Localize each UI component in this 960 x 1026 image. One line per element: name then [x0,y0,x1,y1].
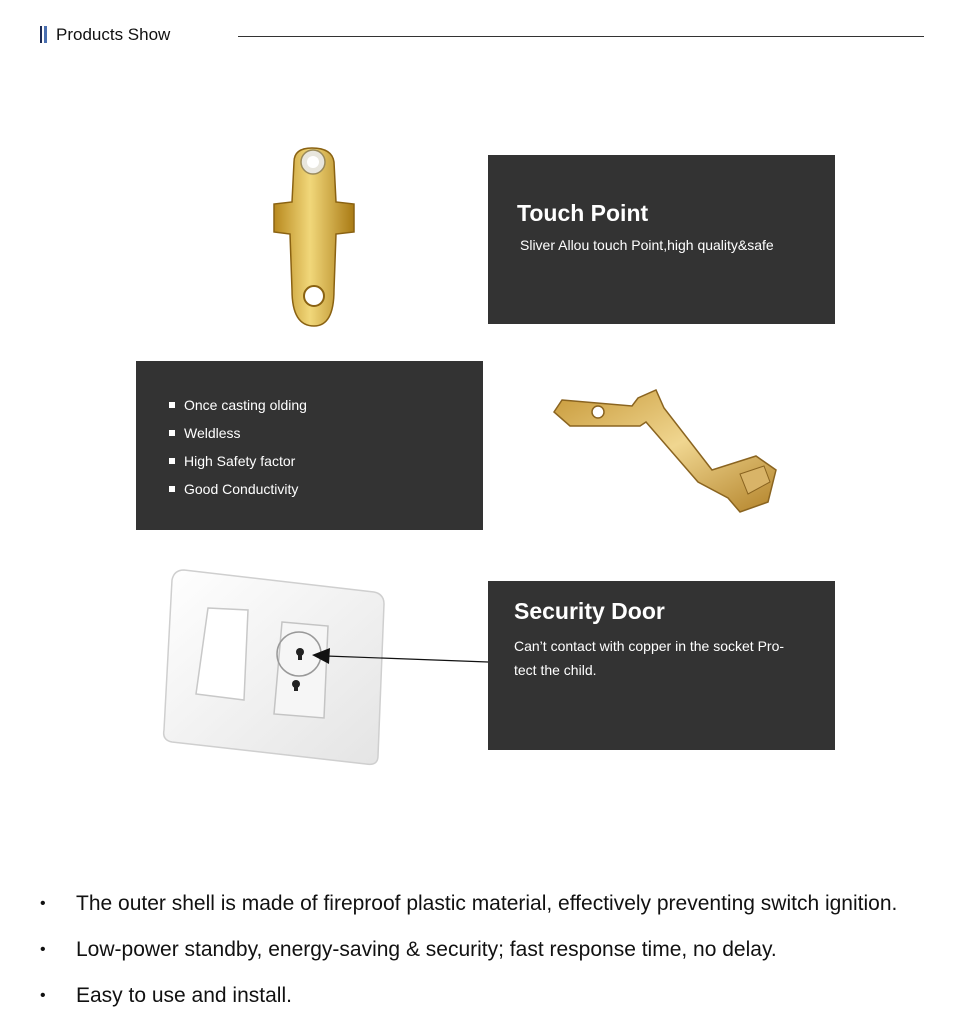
bullet-item: • The outer shell is made of fireproof plastic material, effectively preventing switch ignition. [40,888,897,934]
feature-item: Weldless [168,421,307,449]
header-marker [40,26,42,43]
bullet-item: • Easy to use and install. [40,980,897,1026]
feature-bullets [40,888,897,1026]
brass-clip-image [540,378,790,526]
security-door-description: Can’t contact with copper in the socket Pro-tect the child. [514,638,785,678]
feature-item: Once casting olding [168,393,307,421]
socket-image [158,564,498,770]
feature-list [168,393,307,505]
touch-point-description: Sliver Allou touch Point,high quality&safe [520,237,774,253]
features-panel [136,361,483,530]
touch-point-image [262,140,372,340]
section-title: Products Show [56,25,171,44]
touch-point-panel [488,155,835,324]
header-divider [238,36,924,37]
bullet-item: • Low-power standby, energy-saving & security; fast response time, no delay. [40,934,897,980]
header-marker-accent [44,26,47,43]
security-door-panel [488,581,835,750]
touch-point-title: Touch Point [517,200,649,226]
security-door-title: Security Door [514,598,665,624]
feature-item: Good Conductivity [168,477,307,505]
feature-item: High Safety factor [168,449,307,477]
